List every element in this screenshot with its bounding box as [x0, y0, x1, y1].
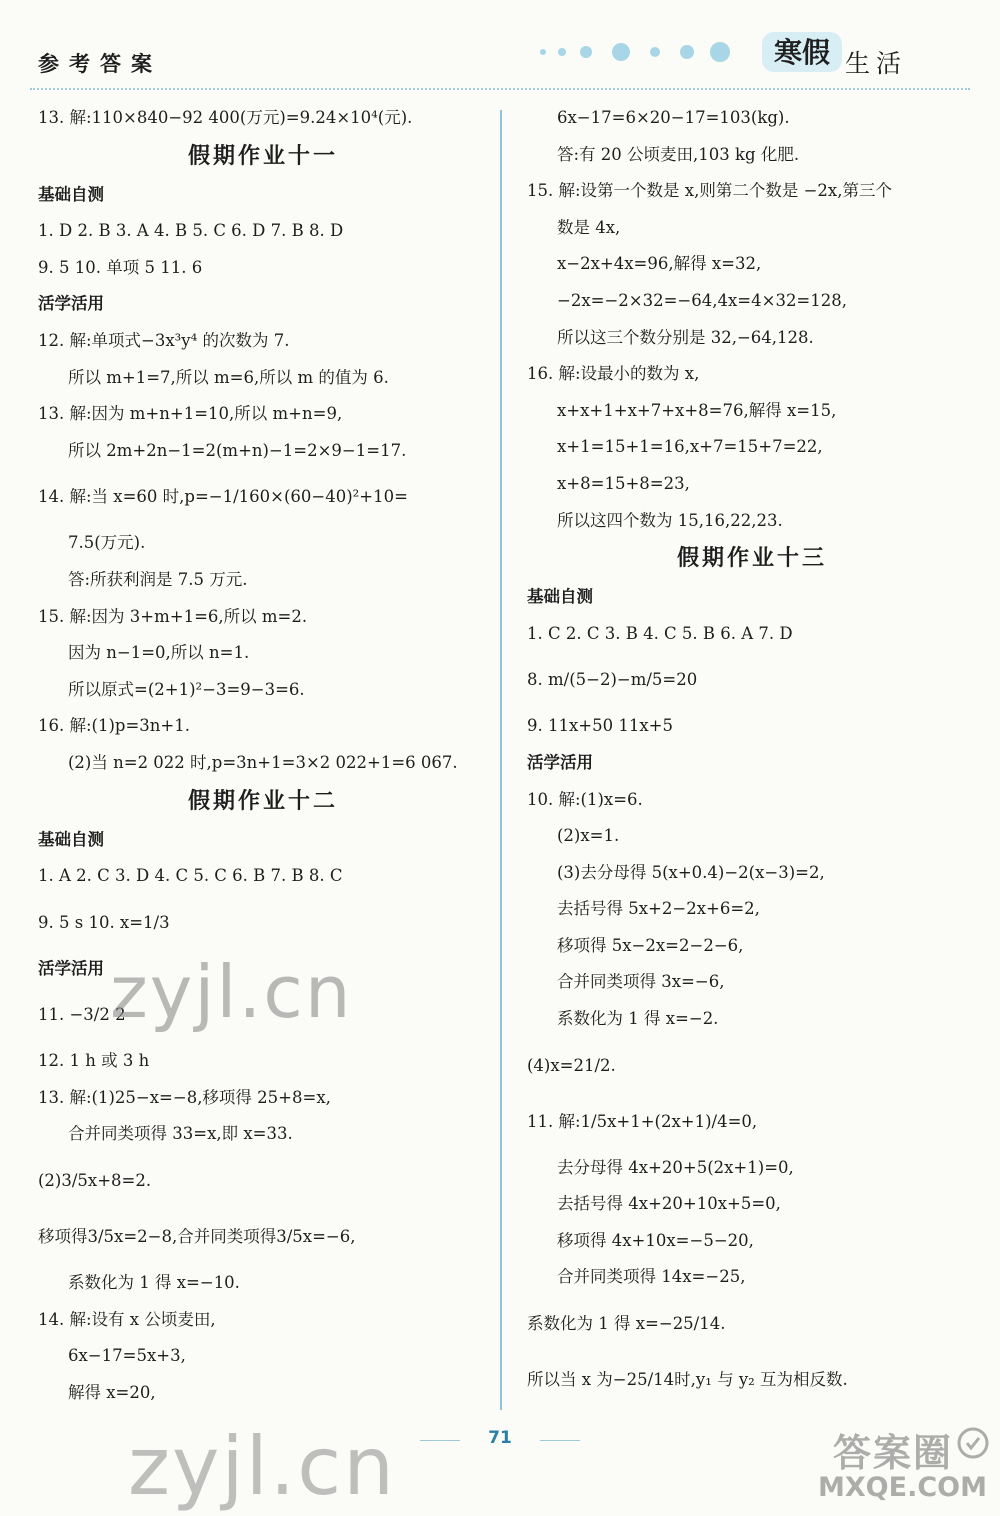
page-header [0, 0, 1000, 100]
answer-line: 因为 n−1=0,所以 n=1. [68, 643, 250, 663]
answer-line: 系数化为 1 得 x=−25/14. [527, 1314, 726, 1334]
winter-holiday-logo-icon [760, 26, 845, 76]
answer-line: (3)去分母得 5(x+0.4)−2(x−3)=2, [557, 862, 825, 882]
answer-line: (4)x=21/2. [527, 1055, 616, 1075]
answer-line: 9. 5 10. 单项 5 11. 6 [38, 257, 203, 277]
watermark-mid: zyjl.cn [110, 950, 353, 1034]
answer-line: 合并同类项得 33=x,即 x=33. [68, 1124, 293, 1144]
answer-line: 去括号得 5x+2−2x+6=2, [557, 899, 760, 919]
answer-line: x+1=15+1=16,x+7=15+7=22, [557, 437, 823, 457]
page-number-deco-right [540, 1440, 580, 1441]
subsection-heading: 活学活用 [527, 752, 593, 772]
subsection-heading: 基础自测 [38, 184, 104, 204]
subsection-heading: 基础自测 [527, 587, 593, 607]
answer-line: 14. 解:设有 x 公顷麦田, [38, 1309, 216, 1329]
answer-line: (2)x=1. [557, 826, 620, 846]
subsection-heading: 活学活用 [38, 294, 104, 314]
answer-line: 合并同类项得 3x=−6, [557, 972, 725, 992]
header-logo-suffix: 生活 [845, 49, 908, 78]
header-decoration-dots [540, 40, 760, 64]
answer-line: 7.5(万元). [68, 533, 146, 553]
answer-line: 所以这三个数分别是 32,−64,128. [557, 327, 814, 347]
section-title: 假期作业十一 [187, 143, 338, 169]
answer-line: 解得 x=20, [68, 1382, 156, 1402]
subsection-heading: 活学活用 [38, 958, 104, 978]
answer-line: 8. m/(5−2)−m/5=20 [527, 670, 698, 690]
answer-line: 答:有 20 公顷麦田,103 kg 化肥. [557, 144, 800, 164]
answer-line: 11. 解:1/5x+1+(2x+1)/4=0, [527, 1111, 758, 1131]
answer-line: 16. 解:(1)p=3n+1. [38, 716, 190, 736]
left-column [38, 100, 488, 1411]
answer-line: 11. −3/2 2 [38, 1005, 126, 1025]
answer-line: 6x−17=5x+3, [68, 1346, 186, 1366]
answer-line: 13. 解:因为 m+n+1=10,所以 m+n=9, [38, 404, 343, 424]
section-title: 假期作业十三 [676, 546, 827, 572]
answer-line: 6x−17=6×20−17=103(kg). [557, 108, 790, 127]
answer-line: 12. 解:单项式−3x³y⁴ 的次数为 7. [38, 330, 290, 350]
answer-line: 答:所获利润是 7.5 万元. [68, 569, 248, 589]
answer-line: (2)3/5x+8=2. [38, 1171, 152, 1191]
answer-line: 15. 解:因为 3+m+1=6,所以 m=2. [38, 606, 308, 626]
page-number: 71 [488, 1428, 512, 1448]
answer-line: 数是 4x, [557, 217, 621, 237]
answer-line: 1. D 2. B 3. A 4. B 5. C 6. D 7. B 8. D [38, 221, 344, 241]
subsection-heading: 基础自测 [38, 829, 104, 849]
right-column [527, 100, 977, 1408]
column-divider [500, 110, 502, 1410]
answer-line: 所以原式=(2+1)²−3=9−3=6. [68, 679, 305, 699]
watermark-stamp-url: MXQE.COM [818, 1472, 987, 1503]
answer-line: 1. C 2. C 3. B 4. C 5. B 6. A 7. D [527, 623, 793, 643]
answer-line: −2x=−2×32=−64,4x=4×32=128, [557, 290, 847, 310]
logo-text: 寒假 [773, 36, 831, 69]
answer-line: 所以当 x 为−25/14时,y₁ 与 y₂ 互为相反数. [527, 1370, 848, 1390]
answer-line: 14. 解:当 x=60 时,p=−1/160×(60−40)²+10= [38, 487, 408, 507]
answer-line: 去分母得 4x+20+5(2x+1)=0, [557, 1157, 794, 1177]
answer-line: 系数化为 1 得 x=−2. [557, 1009, 719, 1029]
watermark-stamp-title: 答案圈 [832, 1431, 953, 1475]
answer-line: 15. 解:设第一个数是 x,则第二个数是 −2x,第三个 [527, 181, 892, 201]
answer-line: 9. 11x+50 11x+5 [527, 716, 673, 736]
watermark-bottom: zyjl.cn [128, 1420, 396, 1513]
answer-line: 16. 解:设最小的数为 x, [527, 364, 700, 384]
header-title: 参考答案 [38, 52, 162, 76]
answer-line: 13. 解:(1)25−x=−8,移项得 25+8=x, [38, 1087, 331, 1107]
answer-line: 移项得 5x−2x=2−2−6, [557, 935, 744, 955]
answer-line: x+x+1+x+7+x+8=76,解得 x=15, [557, 400, 837, 420]
answer-line: 10. 解:(1)x=6. [527, 789, 643, 809]
answer-line: 所以 2m+2n−1=2(m+n)−1=2×9−1=17. [68, 440, 407, 460]
header-rule [30, 88, 970, 90]
answer-line: 13. 解:110×840−92 400(万元)=9.24×10⁴(元). [38, 108, 413, 127]
answer-line: x+8=15+8=23, [557, 473, 690, 493]
answer-line: 9. 5 s 10. x=1/3 [38, 912, 170, 932]
stamp-badge-icon [956, 1426, 990, 1460]
answer-line: 去括号得 4x+20+10x+5=0, [557, 1194, 781, 1214]
answer-line: 合并同类项得 14x=−25, [557, 1267, 746, 1287]
answer-line: x−2x+4x=96,解得 x=32, [557, 254, 762, 274]
answer-line: 所以这四个数为 15,16,22,23. [557, 510, 783, 530]
answer-line: (2)当 n=2 022 时,p=3n+1=3×2 022+1=6 067. [68, 752, 458, 772]
answer-line: 系数化为 1 得 x=−10. [68, 1273, 240, 1293]
answer-line: 1. A 2. C 3. D 4. C 5. C 6. B 7. B 8. C [38, 866, 343, 886]
answer-line: 所以 m+1=7,所以 m=6,所以 m 的值为 6. [68, 367, 389, 387]
section-title: 假期作业十二 [187, 788, 338, 814]
answer-line: 移项得 4x+10x=−5−20, [557, 1230, 754, 1250]
answer-line: 移项得3/5x=2−8,合并同类项得3/5x=−6, [38, 1227, 356, 1247]
answer-line: 12. 1 h 或 3 h [38, 1051, 150, 1071]
watermark-stamp [818, 1422, 993, 1512]
